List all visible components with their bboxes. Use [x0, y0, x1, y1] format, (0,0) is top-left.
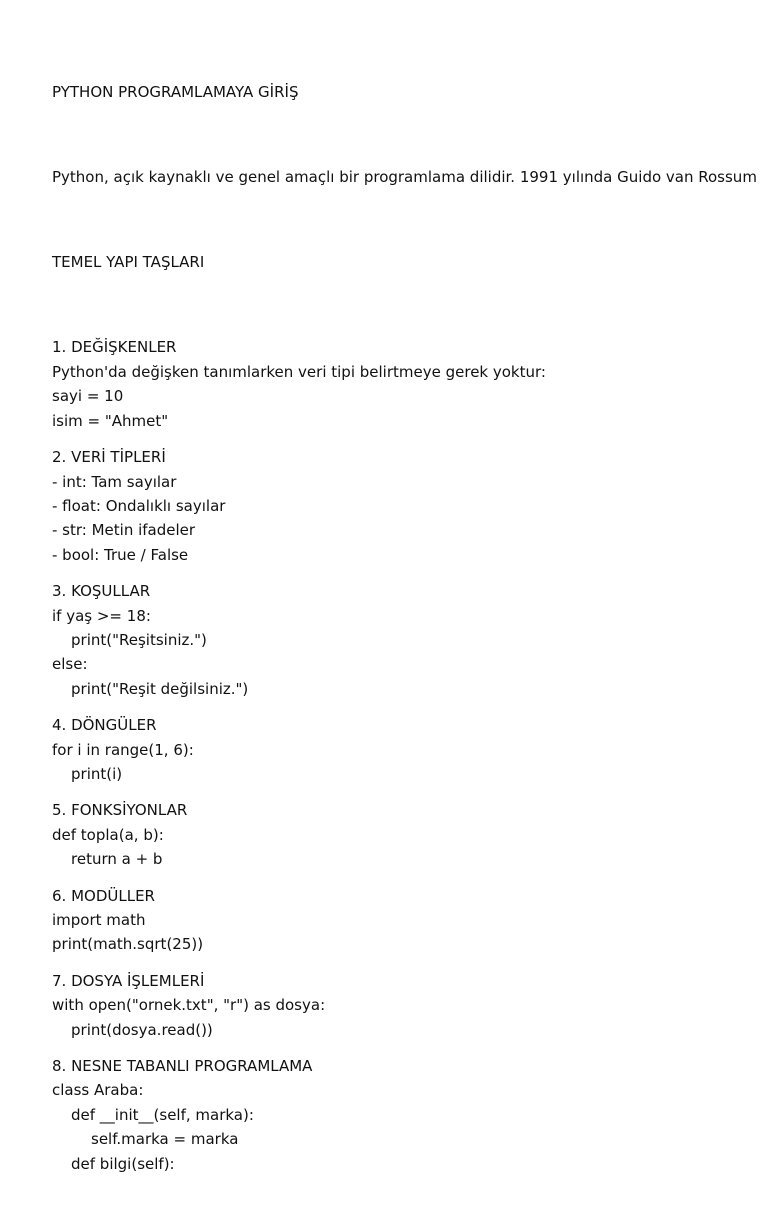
- content-line: if yaş >= 18:: [52, 606, 151, 625]
- content-line: def topla(a, b):: [52, 825, 164, 844]
- content-line: for i in range(1, 6):: [52, 740, 194, 759]
- section-block: [52, 969, 768, 1042]
- section-title: 3. KOŞULLAR: [52, 582, 151, 601]
- content-line: print(dosya.read()): [71, 1020, 213, 1039]
- section-block: [52, 884, 768, 957]
- content-line: print(i): [71, 764, 123, 783]
- content-line: - str: Metin ifadeler: [52, 521, 196, 540]
- content-line: else:: [52, 655, 88, 674]
- content-line: isim = "Ahmet": [52, 411, 169, 430]
- section-title: 1. DEĞİŞKENLER: [52, 338, 177, 357]
- document-body: [52, 31, 768, 1212]
- section-title: 4. DÖNGÜLER: [52, 716, 157, 735]
- section-block: [52, 445, 768, 567]
- sections-container: [52, 335, 768, 1176]
- content-line: return a + b: [71, 850, 163, 869]
- intro-paragraph: Python, açık kaynaklı ve genel amaçlı bir programlama dilidir. 1991 yılında Guido van Rossum: [52, 168, 757, 187]
- section-title: 2. VERİ TİPLERİ: [52, 448, 166, 467]
- content-line: import math: [52, 911, 146, 929]
- section-block: [52, 579, 768, 701]
- content-line: def bilgi(self):: [71, 1154, 175, 1173]
- content-line: sayi = 10: [52, 387, 124, 406]
- section-title: 7. DOSYA İŞLEMLERİ: [52, 971, 205, 990]
- content-line: - float: Ondalıklı sayılar: [52, 496, 226, 515]
- content-line: - bool: True / False: [52, 545, 189, 564]
- section-block: [52, 1054, 768, 1176]
- content-line: print("Reşitsiniz."): [71, 630, 207, 649]
- content-line: - int: Tam sayılar: [52, 472, 177, 491]
- document-title: PYTHON PROGRAMLAMAYA GİRİŞ: [52, 82, 299, 101]
- content-line: self.marka = marka: [91, 1130, 239, 1149]
- content-line: Python'da değişken tanımlarken veri tipi belirtmeye gerek yoktur:: [52, 362, 546, 381]
- content-line: print("Reşit değilsiniz."): [71, 679, 249, 698]
- section-block: [52, 713, 768, 786]
- content-line: class Araba:: [52, 1081, 144, 1100]
- section-block: [52, 798, 768, 871]
- content-line: print(math.sqrt(25)): [52, 935, 204, 954]
- content-line: def __init__(self, marka):: [71, 1105, 254, 1124]
- section-title: 8. NESNE TABANLI PROGRAMLAMA: [52, 1057, 313, 1076]
- content-line: with open("ornek.txt", "r") as dosya:: [52, 996, 326, 1015]
- section-title: 6. MODÜLLER: [52, 886, 155, 905]
- section-heading: TEMEL YAPI TAŞLARI: [52, 253, 205, 272]
- section-title: 5. FONKSİYONLAR: [52, 801, 188, 820]
- section-block: [52, 335, 768, 433]
